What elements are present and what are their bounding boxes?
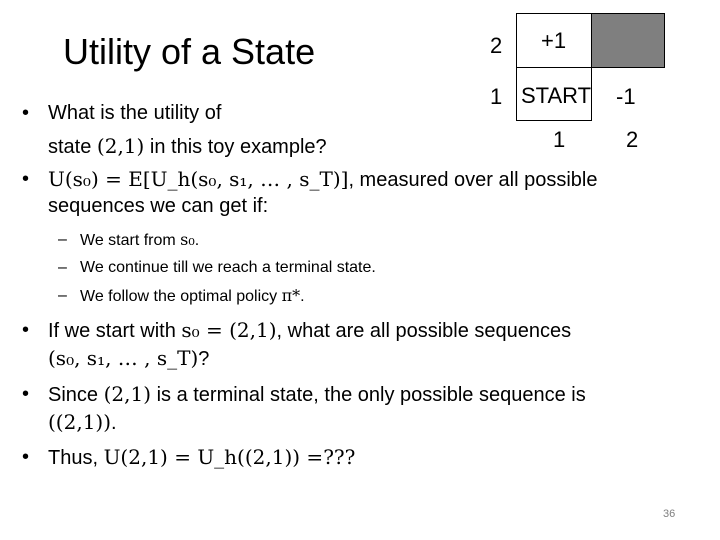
bullet-marker: • (22, 446, 30, 468)
bullet-marker: • (22, 319, 30, 341)
bullet-3-line-1 (48, 318, 571, 343)
math: (2,1) (103, 382, 152, 406)
cell-reward-plus1: +1 (541, 28, 567, 53)
sub-bullet-1 (80, 230, 199, 251)
sub-bullet-2: We continue till we reach a terminal state. (80, 259, 376, 276)
bullet-2-line-2: sequences we can get if: (48, 195, 269, 217)
text: We follow the optimal policy (80, 288, 282, 305)
sub-bullet-3 (80, 286, 305, 307)
math-state: (2,1) (96, 134, 145, 158)
sub-bullet-marker: – (58, 231, 67, 248)
col-label-1: 1 (553, 127, 566, 152)
sub-bullet-marker: – (58, 259, 67, 276)
text: in this toy example? (144, 136, 327, 158)
text: We start from (80, 232, 181, 249)
math: π* (281, 286, 301, 305)
text: state (48, 136, 97, 158)
math-utility-expectation: U(s₀) = E[U_h(s₀, s₁, … , s_T)] (48, 167, 349, 191)
bullet-3-line-2 (48, 346, 209, 371)
page-number: 36 (663, 508, 676, 520)
text: . (300, 288, 305, 305)
text: , measured over all possible (348, 169, 598, 191)
bullet-4-line-1 (48, 382, 586, 407)
text: Since (48, 384, 104, 406)
math: ((2,1)) (48, 410, 112, 434)
text: . (194, 232, 200, 249)
bullet-marker: • (22, 102, 30, 124)
bullet-5 (48, 445, 355, 470)
text: If we start with (48, 320, 182, 342)
sub-bullet-marker: – (58, 287, 67, 304)
bullet-1-line-1: What is the utility of (48, 102, 222, 124)
math: (s₀, s₁, … , s_T) (48, 346, 199, 370)
bullet-4-line-2 (48, 410, 117, 435)
cell-start-label: START (521, 83, 592, 108)
text: ? (198, 348, 210, 370)
bullet-marker: • (22, 383, 30, 405)
bullet-1-line-2 (48, 134, 327, 159)
row-label-1: 1 (490, 84, 503, 109)
slide-title: Utility of a State (63, 31, 316, 72)
text: Thus, (48, 447, 104, 469)
text: is a terminal state, the only possible sequence is (151, 384, 586, 406)
math: s₀ = (2,1) (181, 318, 277, 342)
math: U(2,1) = U_h((2,1)) =??? (103, 445, 356, 469)
bullet-marker: • (22, 168, 30, 190)
cell-reward-minus1: -1 (616, 84, 636, 109)
row-label-2: 2 (490, 33, 503, 58)
text: , what are all possible sequences (276, 320, 572, 342)
col-label-2: 2 (626, 127, 639, 152)
text: . (111, 412, 117, 434)
bullet-2-line-1 (48, 167, 597, 192)
math: s₀ (180, 230, 195, 249)
